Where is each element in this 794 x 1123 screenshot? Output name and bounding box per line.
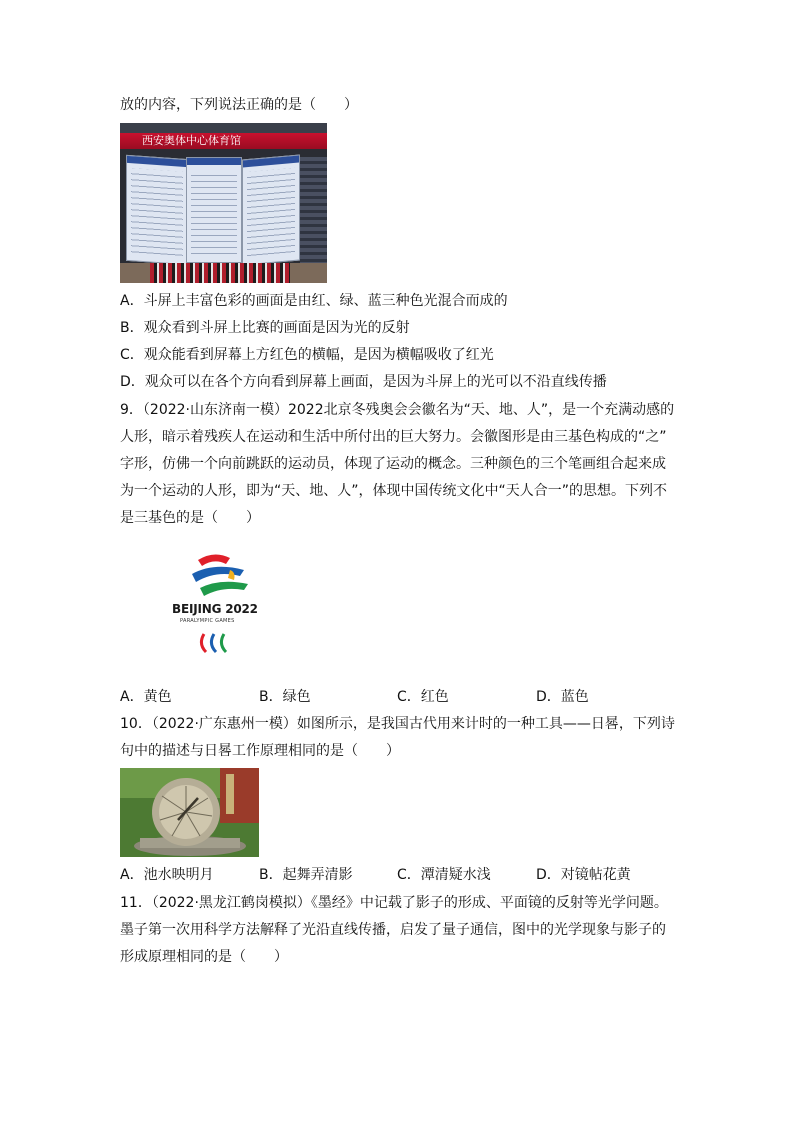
agitos-icon [170, 628, 266, 658]
q11-stem-line: 形成原理相同的是（ ） [120, 949, 288, 965]
q10-option-c: C．潭清疑水浅 [397, 867, 491, 883]
q9-option-b: B．绿色 [259, 689, 311, 705]
q8-stem: 放的内容，下列说法正确的是（ ） [120, 97, 358, 113]
arena-screen-photo [120, 123, 327, 283]
q10-option-a: A．池水映明月 [120, 867, 214, 883]
q10-option-d: D．对镜帖花黄 [536, 867, 631, 883]
jumbotron-panel [242, 154, 300, 265]
jumbotron-panel [126, 155, 188, 265]
jumbotron-panel [186, 157, 242, 263]
q9-option-d: D．蓝色 [536, 689, 589, 705]
q9-stem-line: 9．（2022·山东济南一模）2022北京冬残奥会会徽名为“天、地、人”，是一个充满动感的 [120, 402, 675, 418]
q8-option-a: A．斗屏上丰富色彩的画面是由红、绿、蓝三种色光混合而成的 [120, 293, 508, 309]
q9-stem-line: 为一个运动的人形，即为“天、地、人”，体现中国传统文化中“天人合一”的思想。下列不 [120, 483, 668, 499]
audience [150, 263, 290, 283]
photo-banner-text: 西安奥体中心体育馆 [120, 133, 327, 149]
emblem-subtitle: PARALYMPIC GAMES [180, 618, 235, 624]
q9-option-c: C．红色 [397, 689, 449, 705]
q11-stem-line: 11．（2022·黑龙江鹤岗模拟）《墨经》中记载了影子的形成、平面镜的反射等光学问题。 [120, 895, 668, 911]
q10-stem-line: 句中的描述与日晷工作原理相同的是（ ） [120, 743, 400, 759]
sundial-photo [120, 768, 259, 857]
q10-stem-line: 10．（2022·广东惠州一模）如图所示，是我国古代用来计时的一种工具——日晷，下列诗 [120, 716, 675, 732]
q8-option-d: D．观众可以在各个方向看到屏幕上画面，是因为斗屏上的光可以不沿直线传播 [120, 374, 607, 390]
q9-option-a: A．黄色 [120, 689, 172, 705]
q9-stem-line: 人形，暗示着残疾人在运动和生活中所付出的巨大努力。会徽图形是由三基色构成的“之” [120, 429, 667, 445]
q8-option-b: B．观众看到斗屏上比赛的画面是因为光的反射 [120, 320, 410, 336]
emblem-strokes-icon [170, 548, 266, 602]
sundial-icon [120, 768, 259, 857]
q10-option-b: B．起舞弄清影 [259, 867, 353, 883]
q11-stem-line: 墨子第一次用科学方法解释了光沿直线传播，启发了量子通信，图中的光学现象与影子的 [120, 922, 666, 938]
q9-stem-line: 是三基色的是（ ） [120, 510, 260, 526]
emblem-wordmark: BEIJING 2022 [172, 602, 258, 616]
q9-stem-line: 字形，仿佛一个向前跳跃的运动员，体现了运动的概念。三种颜色的三个笔画组合起来成 [120, 456, 666, 472]
beijing-2022-paralympic-emblem [170, 548, 266, 660]
q8-option-c: C．观众能看到屏幕上方红色的横幅，是因为横幅吸收了红光 [120, 347, 494, 363]
